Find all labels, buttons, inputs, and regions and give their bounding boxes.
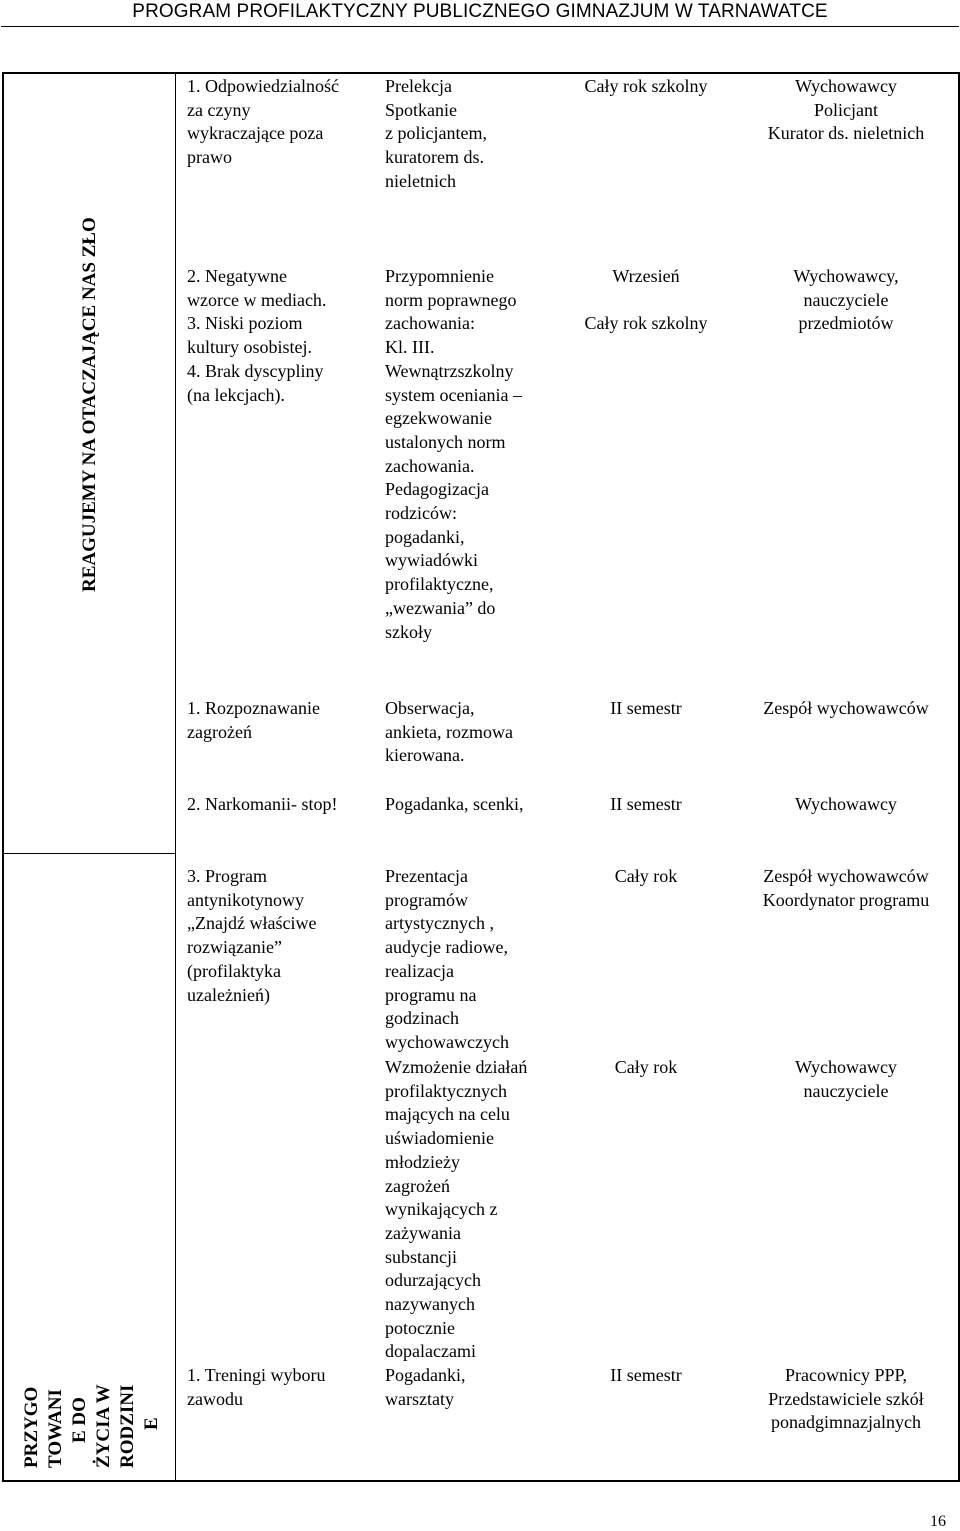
responsible-cell: Wychowawcy Policjant Kurator ds. nieletnich xyxy=(767,76,925,144)
table-border-top xyxy=(2,72,960,74)
responsible-cell: Zespół wychowawców Koordynator programu xyxy=(762,866,930,910)
term-cell: II semestr xyxy=(610,1365,682,1385)
section-label-reagujemy: REAGUJEMY NA OTACZAJĄCE NAS ZŁO xyxy=(79,217,100,592)
responsible-cell: Wychowawcy nauczyciele xyxy=(795,1057,897,1101)
forms-cell: Wzmożenie działań profilaktycznych mających na celu uświadomienie młodzieży zagrożeń wynikających z zażywania substancji odurzających nazywanych potocznie dopalaczami xyxy=(385,1057,528,1362)
responsible-cell: Pracownicy PPP, Przedstawiciele szkół ponadgimnazjalnych xyxy=(768,1365,924,1433)
responsible-cell: Zespół wychowawców xyxy=(763,698,929,718)
problem-cell: 3. Program antynikotynowy „Znajdź właściwe rozwiązanie” (profilaktyka uzależnień) xyxy=(187,866,317,1005)
table-border-bottom xyxy=(2,1480,960,1482)
problem-cell: 2. Narkomanii- stop! xyxy=(187,794,338,814)
forms-cell: Pogadanka, scenki, xyxy=(385,794,524,814)
term-cell: Cały rok szkolny xyxy=(584,76,708,96)
responsible-cell: Wychowawcy xyxy=(795,794,897,814)
page-header: PROGRAM PROFILAKTYCZNY PUBLICZNEGO GIMNAZJUM W TARNAWATCE xyxy=(132,1,828,22)
forms-cell: Przypomnienie norm poprawnego zachowania: Kl. III. Wewnątrzszkolny system oceniania – egzekwowanie ustalonych norm zachowania. Pedagogizacja rodziców: pogadanki, wywiadówki profilaktyczne, „wezwania” do szkoły xyxy=(385,266,522,642)
term-cell: II semestr xyxy=(610,698,682,718)
section-divider xyxy=(2,853,175,854)
table-border-left xyxy=(2,72,4,1482)
section-label-line: TOWANI xyxy=(45,1389,66,1468)
section-label-line: PRZYGO xyxy=(21,1386,42,1468)
term-cell: Wrzesień Cały rok szkolny xyxy=(584,266,708,334)
problem-cell: 1. Odpowiedzialność za czyny wykraczające poza prawo xyxy=(187,76,339,168)
header-rule xyxy=(1,26,959,27)
term-cell: II semestr xyxy=(610,794,682,814)
term-cell: Cały rok xyxy=(614,866,678,886)
problem-cell: 2. Negatywne wzorce w mediach. 3. Niski poziom kultury osobistej. 4. Brak dyscypliny (na lekcjach). xyxy=(187,266,327,405)
section-label-line: ŻYCIA W xyxy=(93,1384,114,1468)
responsible-cell: Wychowawcy, nauczyciele przedmiotów xyxy=(793,266,899,334)
section-label-line: RODZINI xyxy=(117,1384,138,1468)
section-label-line: E xyxy=(141,1417,162,1430)
term-cell: Cały rok xyxy=(614,1057,678,1077)
forms-cell: Prezentacja programów artystycznych , audycje radiowe, realizacja programu na godzinach wychowawczych xyxy=(385,866,509,1052)
forms-cell: Pogadanki, warsztaty xyxy=(385,1365,466,1409)
problem-cell: 1. Treningi wyboru zawodu xyxy=(187,1365,326,1409)
page-number: 16 xyxy=(930,1513,946,1530)
problem-cell: 1. Rozpoznawanie zagrożeń xyxy=(187,698,320,742)
forms-cell: Obserwacja, ankieta, rozmowa kierowana. xyxy=(385,698,513,766)
forms-cell: Prelekcja Spotkanie z policjantem, kuratorem ds. nieletnich xyxy=(385,76,487,191)
column-divider xyxy=(175,72,176,1482)
section-label-line: E DO xyxy=(69,1397,90,1443)
